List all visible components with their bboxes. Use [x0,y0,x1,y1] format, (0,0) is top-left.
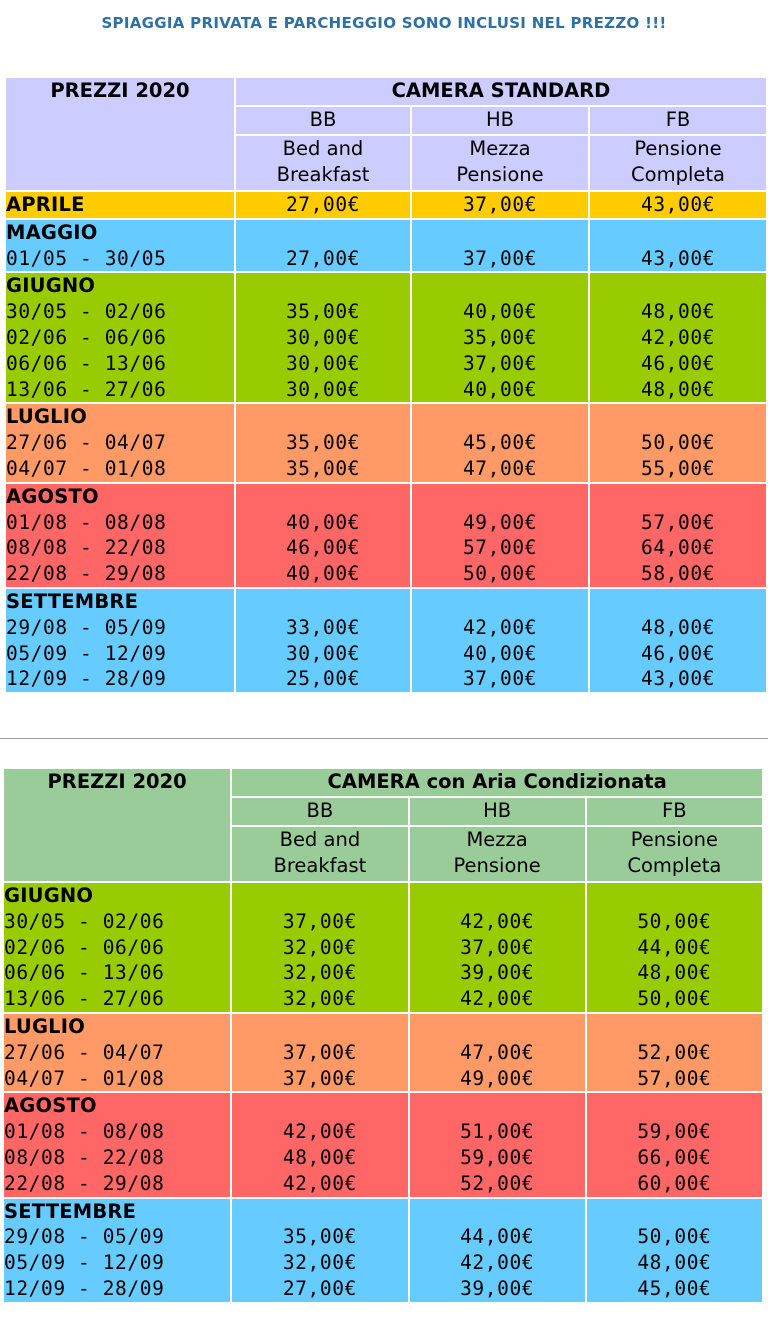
price-cell-hb [411,403,589,482]
price-cell-bb [235,191,411,219]
price-value: 51,00€ [460,1120,535,1144]
price-value: 35,00€ [285,456,361,480]
price-value: 50,00€ [637,987,712,1011]
month-name: AGOSTO [4,1094,97,1118]
board-code: FB [589,106,767,135]
period-cell [5,483,235,588]
spacer [587,1093,762,1119]
room-type-title: CAMERA STANDARD [235,77,767,106]
price-value: 48,00€ [637,1251,712,1275]
price-value: 32,00€ [282,961,357,985]
price-value: 57,00€ [640,510,716,534]
price-cell-hb [409,1092,586,1197]
spacer [590,273,766,299]
price-value: 50,00€ [462,562,538,586]
price-cell-hb [411,272,589,403]
price-value: 66,00€ [637,1145,712,1169]
month-row-giugno [5,272,767,403]
spacer [410,883,585,909]
price-value: 48,00€ [640,377,716,401]
board-description-line: Pensione [456,162,544,186]
date-range: 12/09 - 28/09 [6,667,167,691]
date-range: 01/08 - 08/08 [6,510,167,534]
price-value: 42,00€ [462,615,538,639]
price-value: 48,00€ [640,615,716,639]
price-value: 47,00€ [460,1040,535,1064]
price-value: 43,00€ [640,246,716,270]
spacer [587,1014,762,1040]
month-row-agosto [5,483,767,588]
date-range: 05/09 - 12/09 [6,641,167,665]
price-cell-fb [589,272,767,403]
price-cell-hb [411,588,589,693]
spacer [236,404,410,430]
date-range: 05/09 - 12/09 [4,1251,165,1275]
date-range: 04/07 - 01/08 [4,1066,165,1090]
price-value: 60,00€ [637,1171,712,1195]
price-value: 39,00€ [460,961,535,985]
spacer [232,1093,407,1119]
price-value: 45,00€ [462,431,538,455]
price-cell-hb [411,483,589,588]
price-value: 57,00€ [462,536,538,560]
spacer [412,404,588,430]
price-value: 42,00€ [640,325,716,349]
price-value: 42,00€ [460,1251,535,1275]
price-value: 49,00€ [460,1066,535,1090]
period-cell [3,882,231,1013]
price-cell-hb [411,191,589,219]
price-cell-bb [231,1198,408,1303]
price-value: 59,00€ [637,1120,712,1144]
price-value: 35,00€ [285,300,361,324]
date-range: 06/06 - 13/06 [4,961,165,985]
price-cell-hb [409,882,586,1013]
price-value: 27,00€ [285,193,361,216]
price-value: 27,00€ [282,1276,357,1300]
header-row [3,768,763,797]
price-value: 42,00€ [282,1120,357,1144]
month-name: MAGGIO [6,220,98,244]
board-code: FB [586,797,763,826]
header-row [5,77,767,106]
spacer [587,883,762,909]
price-cell-bb [235,219,411,273]
price-cell-bb [235,483,411,588]
board-description-line: Pensione [634,137,722,160]
price-cell-bb [235,588,411,693]
spacer [412,273,588,299]
date-range: 12/09 - 28/09 [4,1276,165,1300]
spacer [590,484,766,510]
price-value: 37,00€ [462,667,538,691]
price-value: 40,00€ [462,641,538,665]
price-value: 42,00€ [282,1171,357,1195]
price-value: 37,00€ [282,909,357,933]
price-value: 40,00€ [285,562,361,586]
month-row-maggio [5,219,767,273]
board-description-line: Bed and [279,828,361,851]
price-cell-bb [231,1092,408,1197]
price-value: 52,00€ [460,1171,535,1195]
price-value: 37,00€ [282,1040,357,1064]
price-value: 64,00€ [640,536,716,560]
section-divider [0,738,768,739]
price-value: 46,00€ [640,351,716,375]
date-range: 08/08 - 22/08 [4,1145,165,1169]
month-row-settembre [3,1198,763,1303]
price-value: 27,00€ [285,246,361,270]
price-value: 32,00€ [282,987,357,1011]
year-label: PREZZI 2020 [5,77,235,191]
period-cell [3,1092,231,1197]
spacer [232,883,407,909]
spacer [412,484,588,510]
price-value: 37,00€ [462,193,538,216]
price-value: 30,00€ [285,377,361,401]
price-cell-bb [235,403,411,482]
period-cell [5,272,235,403]
board-description-line: Breakfast [273,853,367,877]
price-value: 48,00€ [640,300,716,324]
price-value: 25,00€ [285,667,361,691]
month-row-settembre [5,588,767,693]
price-cell-fb [586,1198,763,1303]
board-code: BB [231,797,408,826]
price-value: 50,00€ [637,909,712,933]
board-description-line: Mezza [466,828,528,851]
board-description-line: Mezza [469,137,531,160]
spacer [410,1014,585,1040]
board-description-line: Breakfast [276,162,370,186]
price-value: 37,00€ [460,935,535,959]
price-value: 47,00€ [462,456,538,480]
month-name: LUGLIO [4,1014,86,1038]
date-range: 27/06 - 04/07 [6,431,167,455]
date-range: 13/06 - 27/06 [4,987,165,1011]
date-range: 29/08 - 05/09 [4,1225,165,1249]
period-cell [5,191,235,219]
price-value: 55,00€ [640,456,716,480]
board-description-line: Pensione [630,828,718,851]
board-description-line: Completa [627,853,722,877]
price-cell-fb [586,1092,763,1197]
price-value: 40,00€ [285,510,361,534]
date-range: 30/05 - 02/06 [6,300,167,324]
date-range: 06/06 - 13/06 [6,351,167,375]
board-description [231,826,408,882]
price-value: 35,00€ [462,325,538,349]
price-cell-fb [589,483,767,588]
price-cell-bb [231,1013,408,1092]
spacer [412,220,588,246]
date-range: 29/08 - 05/09 [6,615,167,639]
price-value: 43,00€ [640,193,716,216]
price-value: 33,00€ [285,615,361,639]
spacer [236,484,410,510]
price-value: 49,00€ [462,510,538,534]
spacer [410,1199,585,1225]
board-description [586,826,763,882]
spacer [236,589,410,615]
board-code: HB [409,797,586,826]
price-value: 37,00€ [282,1066,357,1090]
month-row-luglio [5,403,767,482]
board-code: BB [235,106,411,135]
price-cell-hb [409,1013,586,1092]
spacer [590,404,766,430]
price-value: 45,00€ [637,1276,712,1300]
price-cell-fb [589,219,767,273]
notice-banner: SPIAGGIA PRIVATA E PARCHEGGIO SONO INCLUSI NEL PREZZO !!! [101,14,667,32]
price-value: 43,00€ [640,667,716,691]
month-row-giugno [3,882,763,1013]
spacer [412,589,588,615]
price-value: 37,00€ [462,351,538,375]
date-range: 22/08 - 29/08 [4,1171,165,1195]
price-value: 32,00€ [282,935,357,959]
date-range: 04/07 - 01/08 [6,456,167,480]
price-cell-fb [589,403,767,482]
date-range: 02/06 - 06/06 [4,935,165,959]
month-name: SETTEMBRE [4,1199,137,1223]
price-value: 59,00€ [460,1145,535,1169]
price-value: 39,00€ [460,1276,535,1300]
price-cell-hb [411,219,589,273]
month-name: GIUGNO [6,274,96,298]
board-description-line: Completa [631,162,725,186]
month-row-aprile [5,191,767,219]
board-description [409,826,586,882]
date-range: 01/05 - 30/05 [6,246,167,270]
price-value: 30,00€ [285,325,361,349]
spacer [587,1199,762,1225]
price-value: 57,00€ [637,1066,712,1090]
spacer [232,1014,407,1040]
price-value: 35,00€ [282,1225,357,1249]
month-name: GIUGNO [4,884,94,907]
ac-room-price-table [2,767,764,1304]
price-cell-hb [409,1198,586,1303]
year-label: PREZZI 2020 [3,768,231,882]
spacer [410,1093,585,1119]
month-name: APRILE [6,193,85,216]
price-value: 42,00€ [460,909,535,933]
price-cell-fb [589,191,767,219]
board-description [411,135,589,191]
date-range: 02/06 - 06/06 [6,325,167,349]
period-cell [5,403,235,482]
price-value: 58,00€ [640,562,716,586]
price-cell-fb [586,1013,763,1092]
price-value: 46,00€ [640,641,716,665]
room-type-title: CAMERA con Aria Condizionata [231,768,763,797]
period-cell [3,1198,231,1303]
price-value: 30,00€ [285,641,361,665]
price-value: 40,00€ [462,377,538,401]
spacer [236,220,410,246]
price-cell-bb [235,272,411,403]
price-value: 50,00€ [640,431,716,455]
price-cell-fb [586,882,763,1013]
price-value: 52,00€ [637,1040,712,1064]
date-range: 30/05 - 02/06 [4,909,165,933]
spacer [590,589,766,615]
price-value: 48,00€ [637,961,712,985]
board-description [589,135,767,191]
date-range: 13/06 - 27/06 [6,377,167,401]
date-range: 01/08 - 08/08 [4,1120,165,1144]
period-cell [5,219,235,273]
period-cell [5,588,235,693]
price-value: 35,00€ [285,431,361,455]
month-row-agosto [3,1092,763,1197]
price-value: 32,00€ [282,1251,357,1275]
price-value: 44,00€ [460,1225,535,1249]
price-value: 37,00€ [462,246,538,270]
board-description-line: Bed and [282,137,364,160]
price-value: 48,00€ [282,1145,357,1169]
month-name: LUGLIO [6,405,88,429]
date-range: 08/08 - 22/08 [6,536,167,560]
date-range: 27/06 - 04/07 [4,1040,165,1064]
period-cell [3,1013,231,1092]
price-value: 44,00€ [637,935,712,959]
spacer [590,220,766,246]
month-name: SETTEMBRE [6,589,139,613]
price-cell-bb [231,882,408,1013]
spacer [236,273,410,299]
price-value: 42,00€ [460,987,535,1011]
spacer [232,1199,407,1225]
board-code: HB [411,106,589,135]
date-range: 22/08 - 29/08 [6,562,167,586]
board-description [235,135,411,191]
price-value: 40,00€ [462,300,538,324]
price-value: 46,00€ [285,536,361,560]
standard-room-price-table [4,76,768,694]
price-value: 50,00€ [637,1225,712,1249]
board-description-line: Pensione [453,853,541,877]
month-row-luglio [3,1013,763,1092]
price-value: 30,00€ [285,351,361,375]
month-name: AGOSTO [6,484,99,508]
price-cell-fb [589,588,767,693]
